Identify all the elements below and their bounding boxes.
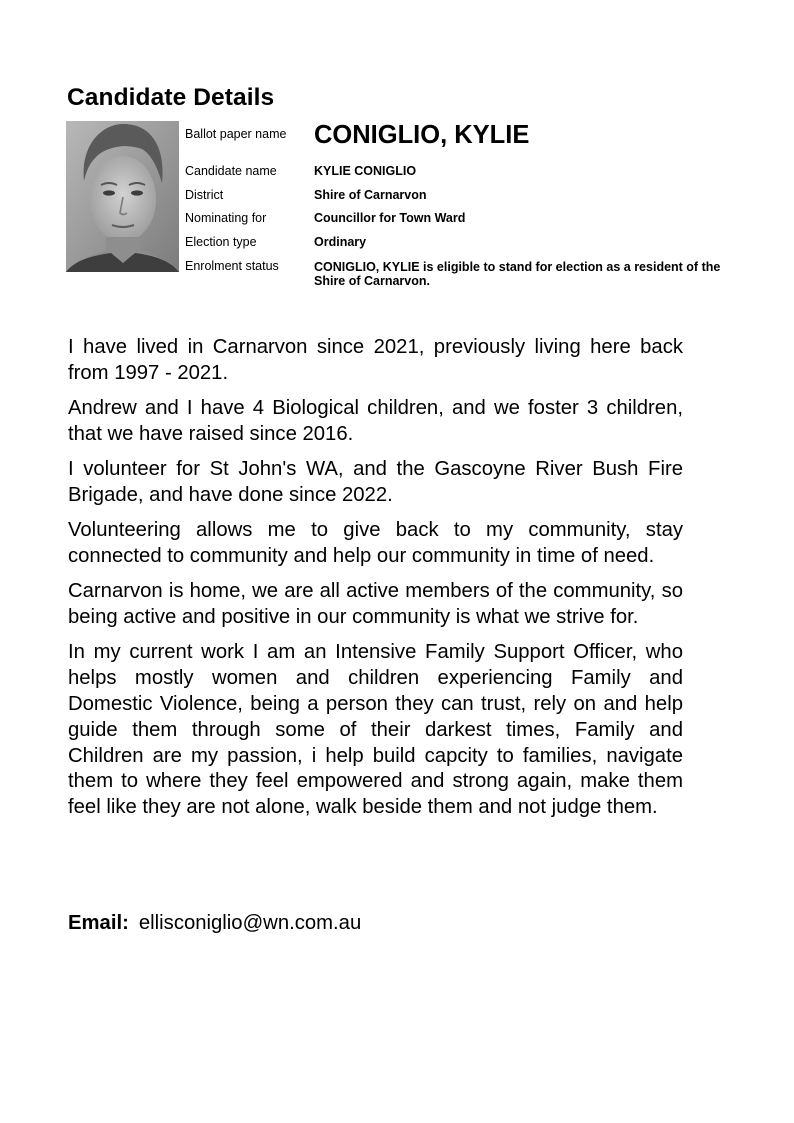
candidate-name-value: KYLIE CONIGLIO	[314, 164, 417, 178]
statement-paragraph: Andrew and I have 4 Biological children, and we foster 3 children, that we have raised since 2016.	[68, 397, 683, 445]
candidate-name-label: Candidate name	[185, 164, 277, 178]
statement-paragraph: In my current work I am an Intensive Family Support Officer, who helps mostly women and children experiencing Family and Domestic Violence, being a person they can trust, rely on and help guide them through some of their darkest times, Family and Children are my passion, i help build capcity to families, navigate them to where they feel empowered and strong again, make them feel like they are not alone, walk beside them and not judge them.	[68, 641, 683, 819]
district-value: Shire of Carnarvon	[314, 188, 427, 202]
candidate-statement	[68, 335, 683, 831]
email-line	[68, 910, 361, 936]
candidate-photo	[66, 121, 179, 272]
nominating-for-label: Nominating for	[185, 211, 267, 225]
email-value[interactable]: ellisconiglio@wn.com.au	[138, 912, 362, 934]
ballot-paper-name-value: CONIGLIO, KYLIE	[314, 121, 530, 149]
election-type-label: Election type	[185, 235, 257, 249]
statement-paragraph: I have lived in Carnarvon since 2021, previously living here back from 1997 - 2021.	[68, 336, 683, 384]
ballot-paper-name-label: Ballot paper name	[185, 127, 287, 141]
enrolment-status-label: Enrolment status	[185, 259, 279, 273]
nominating-for-value: Councillor for Town Ward	[314, 211, 466, 225]
enrolment-status-value: CONIGLIO, KYLIE is eligible to stand for election as a resident of the Shire of Carnarvon.	[314, 260, 721, 288]
statement-paragraph: I volunteer for St John's WA, and the Gascoyne River Bush Fire Brigade, and have done since 2022.	[68, 458, 683, 506]
statement-paragraph: Carnarvon is home, we are all active members of the community, so being active and positive in our community is what we strive for.	[68, 580, 683, 629]
statement-paragraph: Volunteering allows me to give back to my community, stay connected to community and help our community in time of need.	[68, 519, 683, 568]
page-title: Candidate Details	[67, 84, 275, 111]
district-label: District	[185, 188, 224, 202]
candidate-details-table	[185, 0, 745, 300]
email-label: Email:	[68, 912, 129, 934]
election-type-value: Ordinary	[314, 235, 367, 249]
